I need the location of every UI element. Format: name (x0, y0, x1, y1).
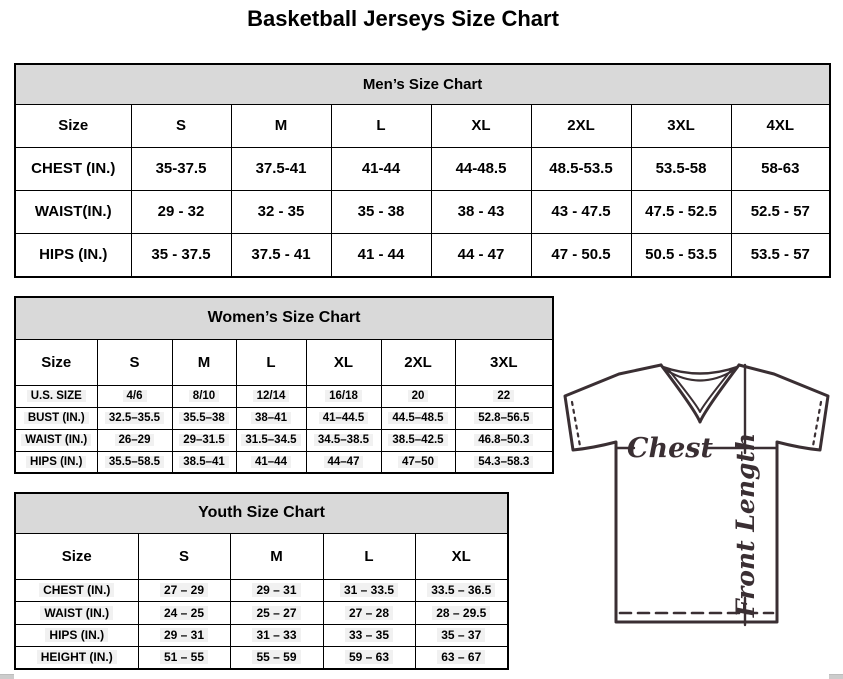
size-cell: XL (415, 533, 508, 579)
value-text: 63 – 67 (437, 650, 485, 664)
value-cell: 47 - 50.5 (531, 233, 631, 277)
size-cell: 2XL (381, 339, 455, 385)
value-text: 29–31.5 (179, 434, 229, 446)
table-row (15, 104, 830, 147)
value-text: 31 – 33 (252, 628, 300, 642)
value-cell (230, 646, 323, 669)
value-cell (97, 451, 172, 473)
value-cell: 50.5 - 53.5 (631, 233, 731, 277)
mens-table-title: Men’s Size Chart (15, 64, 830, 104)
value-text: 16/18 (325, 390, 362, 402)
table-row (15, 233, 830, 277)
value-text: 32.5–35.5 (105, 412, 164, 424)
value-cell: 58-63 (731, 147, 830, 190)
value-cell (236, 451, 306, 473)
value-text: 33.5 – 36.5 (427, 583, 495, 597)
size-cell: M (231, 104, 331, 147)
row-label (15, 451, 97, 473)
value-cell: 41-44 (331, 147, 431, 190)
row-label (15, 579, 138, 601)
size-cell: S (138, 533, 230, 579)
size-header-cell: Size (15, 104, 131, 147)
value-cell: 53.5-58 (631, 147, 731, 190)
youth-table-title: Youth Size Chart (15, 493, 508, 533)
value-cell: 48.5-53.5 (531, 147, 631, 190)
table-row (15, 147, 830, 190)
jersey-outline (565, 365, 828, 622)
jersey-diagram (553, 358, 843, 679)
row-label-text: WAIST (IN.) (21, 434, 91, 446)
value-cell (172, 429, 236, 451)
value-text: 28 – 29.5 (432, 606, 490, 620)
value-text: 35 – 37 (437, 628, 485, 642)
row-label-text: WAIST (IN.) (40, 606, 113, 620)
value-cell: 47.5 - 52.5 (631, 190, 731, 233)
mens-size-table (14, 63, 831, 278)
value-text: 51 – 55 (160, 650, 208, 664)
row-label-text: HEIGHT (IN.) (37, 650, 117, 664)
value-cell: 35 - 37.5 (131, 233, 231, 277)
value-text: 12/14 (253, 390, 290, 402)
value-cell (97, 385, 172, 407)
value-cell: 52.5 - 57 (731, 190, 830, 233)
collar-back-arc (663, 367, 737, 374)
value-text: 59 – 63 (345, 650, 393, 664)
size-cell: L (323, 533, 415, 579)
value-cell (172, 451, 236, 473)
value-cell: 37.5 - 41 (231, 233, 331, 277)
value-cell (415, 624, 508, 646)
table-row (15, 533, 508, 579)
table-row (15, 624, 508, 646)
table-row (15, 64, 830, 104)
value-text: 41–44 (251, 456, 291, 468)
right-sleeve-stitch (813, 402, 821, 446)
value-text: 29 – 31 (160, 628, 208, 642)
row-label-text: HIPS (IN.) (26, 456, 86, 468)
value-cell (323, 624, 415, 646)
size-cell: 2XL (531, 104, 631, 147)
value-text: 38.5–42.5 (388, 434, 447, 446)
size-cell: 3XL (631, 104, 731, 147)
size-cell: XL (306, 339, 381, 385)
value-text: 27 – 28 (345, 606, 393, 620)
value-cell: 44 - 47 (431, 233, 531, 277)
row-label (15, 407, 97, 429)
value-cell (306, 451, 381, 473)
value-text: 34.5–38.5 (314, 434, 373, 446)
row-label: CHEST (IN.) (15, 147, 131, 190)
value-cell: 44-48.5 (431, 147, 531, 190)
value-cell: 35-37.5 (131, 147, 231, 190)
value-text: 25 – 27 (252, 606, 300, 620)
value-cell (236, 407, 306, 429)
table-row (15, 451, 553, 473)
size-cell: S (97, 339, 172, 385)
size-header-cell: Size (15, 339, 97, 385)
value-cell (138, 601, 230, 624)
value-text: 4/6 (123, 390, 147, 402)
value-cell (455, 407, 553, 429)
value-cell: 32 - 35 (231, 190, 331, 233)
row-label-text: U.S. SIZE (27, 390, 86, 402)
value-cell (455, 385, 553, 407)
value-text: 31.5–34.5 (241, 434, 300, 446)
table-row (15, 646, 508, 669)
value-cell (138, 646, 230, 669)
table-row (15, 407, 553, 429)
value-text: 38–41 (251, 412, 291, 424)
value-cell (415, 601, 508, 624)
value-cell (323, 579, 415, 601)
value-text: 26–29 (115, 434, 155, 446)
value-cell (381, 385, 455, 407)
value-cell (172, 407, 236, 429)
value-cell (381, 429, 455, 451)
row-label-text: HIPS (IN.) (45, 628, 108, 642)
value-cell (381, 407, 455, 429)
value-cell (236, 385, 306, 407)
value-cell (455, 451, 553, 473)
value-cell (138, 624, 230, 646)
womens-size-table (14, 296, 554, 474)
row-label: HIPS (IN.) (15, 233, 131, 277)
value-text: 44–47 (324, 456, 364, 468)
value-text: 24 – 25 (160, 606, 208, 620)
value-text: 44.5–48.5 (388, 412, 447, 424)
table-row (15, 190, 830, 233)
value-text: 20 (408, 390, 429, 402)
size-cell: S (131, 104, 231, 147)
value-text: 35.5–58.5 (105, 456, 164, 468)
size-cell: XL (431, 104, 531, 147)
value-cell: 35 - 38 (331, 190, 431, 233)
value-text: 47–50 (398, 456, 438, 468)
row-label (15, 385, 97, 407)
horizontal-scrollbar-left-end[interactable] (0, 674, 14, 679)
value-cell (415, 579, 508, 601)
value-cell (97, 429, 172, 451)
row-label (15, 624, 138, 646)
value-cell (230, 624, 323, 646)
size-cell: 3XL (455, 339, 553, 385)
value-cell (415, 646, 508, 669)
size-cell: L (236, 339, 306, 385)
size-cell: M (172, 339, 236, 385)
value-cell (236, 429, 306, 451)
value-cell (230, 601, 323, 624)
value-text: 55 – 59 (252, 650, 300, 664)
horizontal-scrollbar-right-end[interactable] (829, 674, 843, 679)
value-cell: 37.5-41 (231, 147, 331, 190)
value-cell (172, 385, 236, 407)
value-text: 8/10 (189, 390, 219, 402)
value-text: 29 – 31 (252, 583, 300, 597)
table-row (15, 493, 508, 533)
left-sleeve-stitch (572, 402, 580, 446)
value-text: 22 (493, 390, 514, 402)
table-row (15, 579, 508, 601)
value-text: 54.3–58.3 (474, 456, 533, 468)
value-text: 38.5–41 (179, 456, 229, 468)
size-cell: M (230, 533, 323, 579)
size-header-cell: Size (15, 533, 138, 579)
row-label (15, 429, 97, 451)
value-cell (323, 646, 415, 669)
row-label-text: BUST (IN.) (24, 412, 89, 424)
value-cell (306, 429, 381, 451)
table-row (15, 385, 553, 407)
value-text: 33 – 35 (345, 628, 393, 642)
row-label-text: CHEST (IN.) (39, 583, 114, 597)
row-label (15, 646, 138, 669)
table-row (15, 601, 508, 624)
value-cell: 41 - 44 (331, 233, 431, 277)
table-row (15, 297, 553, 339)
value-cell (381, 451, 455, 473)
value-cell (230, 579, 323, 601)
value-text: 35.5–38 (179, 412, 229, 424)
table-row (15, 429, 553, 451)
size-cell: L (331, 104, 431, 147)
value-text: 41–44.5 (319, 412, 369, 424)
chest-label: Chest (627, 433, 713, 464)
value-cell (306, 407, 381, 429)
value-cell: 29 - 32 (131, 190, 231, 233)
womens-table-title: Women’s Size Chart (15, 297, 553, 339)
value-cell: 53.5 - 57 (731, 233, 830, 277)
value-text: 27 – 29 (160, 583, 208, 597)
row-label: WAIST(IN.) (15, 190, 131, 233)
value-text: 52.8–56.5 (474, 412, 533, 424)
value-cell (323, 601, 415, 624)
front-length-label: Front Length (731, 432, 760, 618)
page-title: Basketball Jerseys Size Chart (247, 6, 559, 31)
value-cell (138, 579, 230, 601)
value-text: 31 – 33.5 (340, 583, 398, 597)
value-text: 46.8–50.3 (474, 434, 533, 446)
value-cell: 38 - 43 (431, 190, 531, 233)
size-cell: 4XL (731, 104, 830, 147)
value-cell (455, 429, 553, 451)
value-cell: 43 - 47.5 (531, 190, 631, 233)
table-row (15, 339, 553, 385)
row-label (15, 601, 138, 624)
value-cell (97, 407, 172, 429)
youth-size-table (14, 492, 509, 670)
value-cell (306, 385, 381, 407)
